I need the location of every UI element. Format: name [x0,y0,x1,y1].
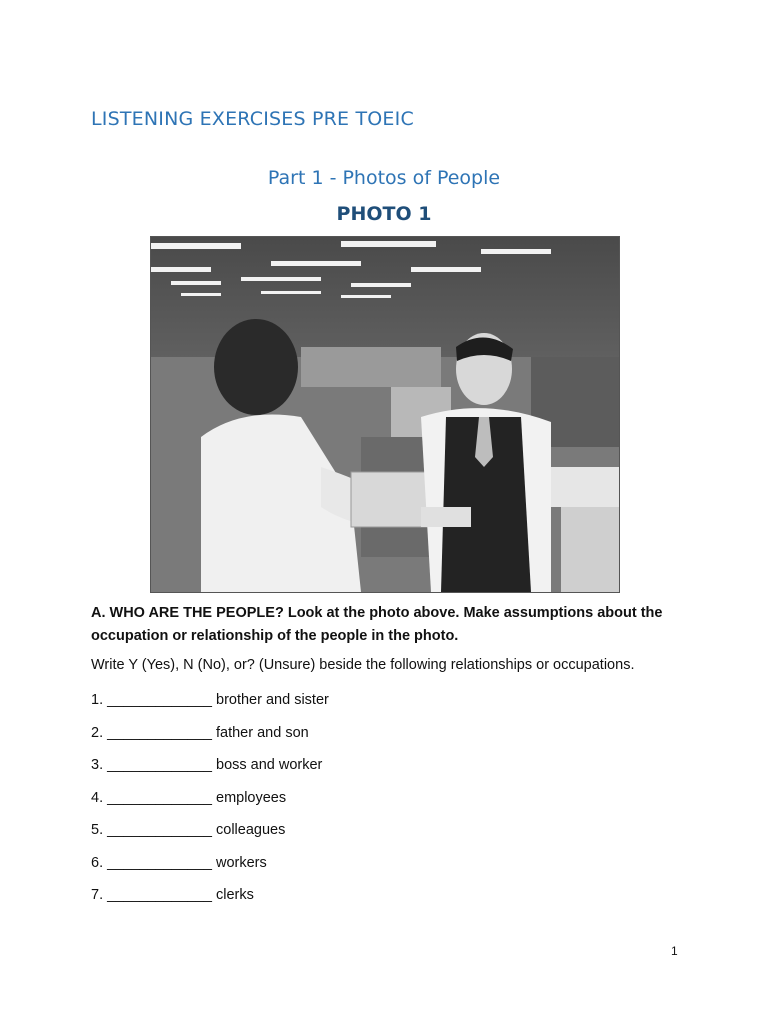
office-photo [150,236,620,593]
list-item [91,884,329,917]
item-text: boss and worker [216,757,323,773]
item-text: father and son [216,724,309,741]
item-text: workers [216,854,267,871]
document-title: LISTENING EXERCISES PRE TOEIC [91,108,414,130]
answer-blank[interactable]: _____________ [107,757,212,773]
section-a-instruction: A. WHO ARE THE PEOPLE? Look at the photo above. Make assumptions about the occupation or relationship of the people in the photo. [91,605,663,644]
item-number: 5. [91,822,104,838]
list-item [91,819,329,852]
answer-blank[interactable]: _____________ [107,789,212,806]
page-number: 1 [671,944,678,958]
list-item [91,787,329,820]
answer-blank[interactable]: _____________ [107,822,212,838]
item-text: colleagues [216,822,286,838]
item-text: brother and sister [216,692,329,708]
answer-blank[interactable]: _____________ [107,692,212,708]
part-title: Part 1 - Photos of People [267,167,501,189]
item-number: 3. [91,757,104,773]
item-number: 7. [91,887,104,903]
item-number: 6. [91,854,104,871]
write-prompt: Write Y (Yes), N (No), or? (Unsure) beside the following relationships or occupations. [91,657,635,673]
photo-title: PHOTO 1 [336,203,432,225]
item-text: employees [216,789,287,806]
item-number: 2. [91,724,104,741]
item-text: clerks [216,887,254,903]
answer-blank[interactable]: _____________ [107,887,212,903]
item-number: 4. [91,789,104,806]
answer-list [91,689,329,917]
answer-blank[interactable]: _____________ [107,724,212,741]
answer-blank[interactable]: _____________ [107,854,212,871]
list-item [91,722,329,755]
office-photo-illustration [151,237,619,592]
list-item [91,754,329,787]
list-item [91,852,329,885]
item-number: 1. [91,692,104,708]
list-item [91,689,329,722]
